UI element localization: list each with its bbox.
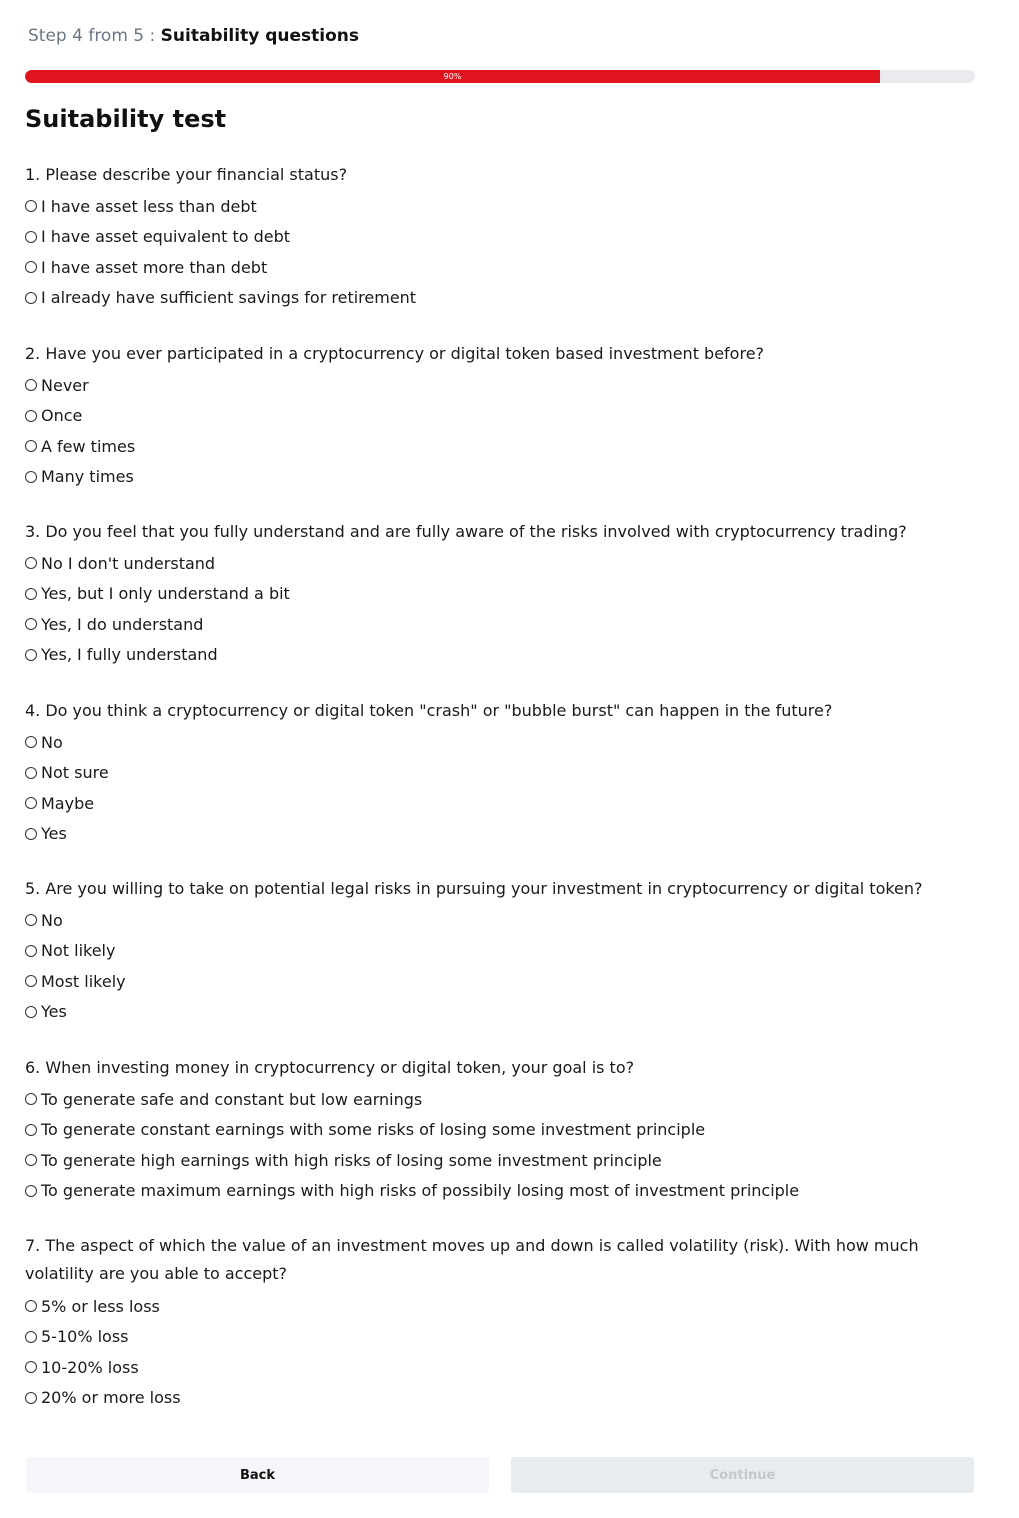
radio-button-icon[interactable] — [25, 945, 37, 957]
radio-button-icon[interactable] — [25, 736, 37, 748]
answer-label: A few times — [41, 436, 136, 456]
answer-label: Not sure — [41, 763, 109, 783]
radio-button-icon[interactable] — [25, 797, 37, 809]
question-text: 6. When investing money in cryptocurrency or digital token, your goal is to? — [25, 1058, 635, 1077]
answer-label: To generate maximum earnings with high risks of possibily losing most of investment principle — [41, 1181, 800, 1201]
answer-label: No — [41, 910, 63, 930]
answer-option[interactable] — [25, 431, 955, 462]
step-indicator — [28, 24, 359, 48]
progress-percentage: 90% — [443, 72, 462, 81]
answer-option[interactable] — [25, 222, 955, 253]
answer-label: No — [41, 732, 63, 752]
answer-option[interactable] — [25, 191, 955, 222]
question-3 — [25, 515, 955, 670]
answer-option[interactable] — [25, 1176, 955, 1207]
answer-option[interactable] — [25, 462, 955, 493]
radio-button-icon[interactable] — [25, 914, 37, 926]
radio-button-icon[interactable] — [25, 292, 37, 304]
question-7 — [25, 1232, 955, 1413]
back-button[interactable]: Back — [26, 1457, 489, 1493]
answer-option[interactable] — [25, 966, 955, 997]
question-text: 5. Are you willing to take on potential legal risks in pursuing your investment in cryptocurrency or digital token? — [25, 879, 923, 898]
radio-button-icon[interactable] — [25, 1185, 37, 1197]
question-5 — [25, 872, 955, 1027]
radio-button-icon[interactable] — [25, 1006, 37, 1018]
question-4 — [25, 694, 955, 849]
radio-button-icon[interactable] — [25, 1331, 37, 1343]
radio-button-icon[interactable] — [25, 1300, 37, 1312]
radio-button-icon[interactable] — [25, 410, 37, 422]
answer-label: Not likely — [41, 941, 116, 961]
question-text: 4. Do you think a cryptocurrency or digital token "crash" or "bubble burst" can happen in the future? — [25, 701, 833, 720]
answer-label: Never — [41, 375, 89, 395]
radio-button-icon[interactable] — [25, 828, 37, 840]
question-6 — [25, 1051, 955, 1206]
answer-label: I have asset less than debt — [41, 196, 257, 216]
radio-button-icon[interactable] — [25, 588, 37, 600]
answer-label: Once — [41, 406, 83, 426]
answer-label: Many times — [41, 467, 134, 487]
answer-option[interactable] — [25, 1084, 955, 1115]
answer-option[interactable] — [25, 609, 955, 640]
question-1 — [25, 158, 955, 313]
answer-label: Maybe — [41, 793, 95, 813]
answer-label: Yes, I do understand — [41, 614, 204, 634]
radio-button-icon[interactable] — [25, 1361, 37, 1373]
answer-option[interactable] — [25, 579, 955, 610]
step-counter: Step 4 from 5 : — [28, 26, 161, 46]
answer-option[interactable] — [25, 548, 955, 579]
radio-button-icon[interactable] — [25, 471, 37, 483]
answer-label: Yes, I fully understand — [41, 645, 218, 665]
answer-option[interactable] — [25, 1115, 955, 1146]
answer-option[interactable] — [25, 1383, 955, 1414]
answer-label: To generate high earnings with high risks of losing some investment principle — [41, 1150, 662, 1170]
answer-label: Yes, but I only understand a bit — [41, 584, 290, 604]
answer-option[interactable] — [25, 283, 955, 314]
radio-button-icon[interactable] — [25, 261, 37, 273]
answer-label: 5-10% loss — [41, 1327, 129, 1347]
answer-label: To generate safe and constant but low earnings — [41, 1089, 423, 1109]
question-text: 2. Have you ever participated in a cryptocurrency or digital token based investment before? — [25, 344, 765, 363]
answer-label: 10-20% loss — [41, 1357, 139, 1377]
radio-button-icon[interactable] — [25, 1124, 37, 1136]
radio-button-icon[interactable] — [25, 1154, 37, 1166]
radio-button-icon[interactable] — [25, 1093, 37, 1105]
radio-button-icon[interactable] — [25, 767, 37, 779]
answer-option[interactable] — [25, 788, 955, 819]
answer-label: I already have sufficient savings for retirement — [41, 288, 417, 308]
answer-option[interactable] — [25, 1145, 955, 1176]
answer-label: I have asset more than debt — [41, 257, 268, 277]
continue-button[interactable]: Continue — [511, 1457, 974, 1493]
answer-option[interactable] — [25, 401, 955, 432]
answer-option[interactable] — [25, 1352, 955, 1383]
answer-option[interactable] — [25, 1291, 955, 1322]
answer-label: To generate constant earnings with some risks of losing some investment principle — [41, 1120, 706, 1140]
answer-label: 5% or less loss — [41, 1296, 160, 1316]
answer-option[interactable] — [25, 252, 955, 283]
answer-label: I have asset equivalent to debt — [41, 227, 291, 247]
radio-button-icon[interactable] — [25, 1392, 37, 1404]
answer-option[interactable] — [25, 1322, 955, 1353]
radio-button-icon[interactable] — [25, 200, 37, 212]
answer-option[interactable] — [25, 997, 955, 1028]
progress-bar — [25, 70, 975, 83]
radio-button-icon[interactable] — [25, 440, 37, 452]
radio-button-icon[interactable] — [25, 649, 37, 661]
answer-label: Yes — [41, 824, 67, 844]
radio-button-icon[interactable] — [25, 618, 37, 630]
question-text: 7. The aspect of which the value of an investment moves up and down is called volatility (risk). With how much volatility are you able to accept? — [25, 1236, 919, 1283]
question-text: 1. Please describe your financial status? — [25, 165, 348, 184]
radio-button-icon[interactable] — [25, 231, 37, 243]
question-2 — [25, 337, 955, 492]
radio-button-icon[interactable] — [25, 975, 37, 987]
question-text: 3. Do you feel that you fully understand and are fully aware of the risks involved with cryptocurrency trading? — [25, 522, 907, 541]
answer-label: Most likely — [41, 971, 126, 991]
radio-button-icon[interactable] — [25, 379, 37, 391]
radio-button-icon[interactable] — [25, 557, 37, 569]
step-title: Suitability questions — [160, 26, 359, 46]
answer-option[interactable] — [25, 640, 955, 671]
page-title: Suitability test — [25, 105, 227, 133]
answer-label: 20% or more loss — [41, 1388, 181, 1408]
answer-option[interactable] — [25, 819, 955, 850]
answer-option[interactable] — [25, 370, 955, 401]
answer-option[interactable] — [25, 905, 955, 936]
answer-label: Yes — [41, 1002, 67, 1022]
answer-option[interactable] — [25, 758, 955, 789]
answer-label: No I don't understand — [41, 553, 216, 573]
answer-option[interactable] — [25, 727, 955, 758]
answer-option[interactable] — [25, 936, 955, 967]
